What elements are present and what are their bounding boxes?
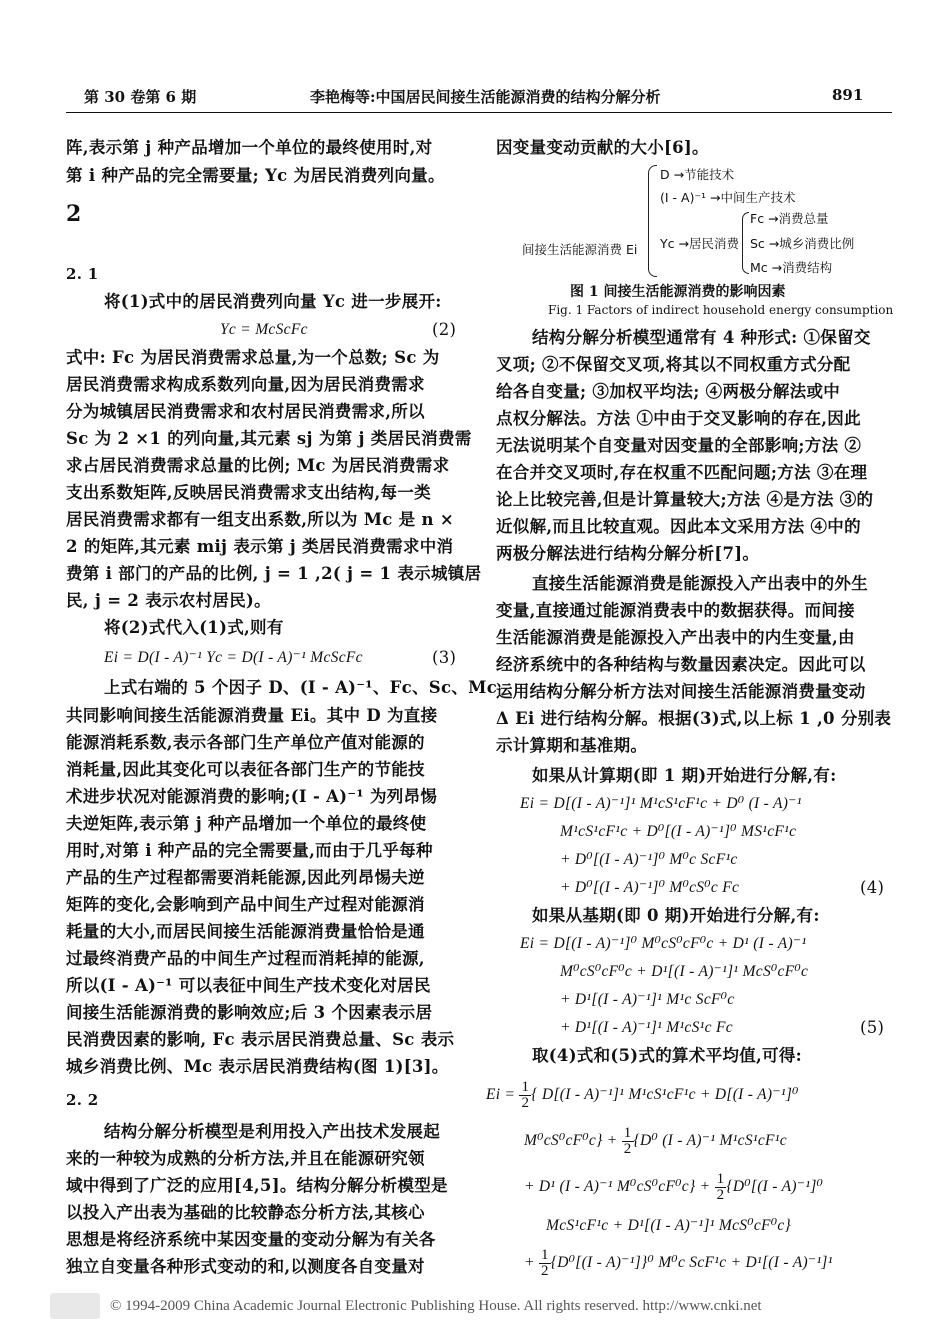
body-line: 将(1)式中的居民消费列向量 Yc 进一步展开: [104, 292, 442, 311]
body-line: 结构分解分析模型通常有 4 种形式: ①保留交 [532, 328, 871, 347]
body-line: 来的一种较为成熟的分析方法,并且在能源研究领 [66, 1149, 425, 1168]
body-line: 无法说明某个自变量对因变量的全部影响;方法 ② [496, 436, 862, 455]
body-line: 分为城镇居民消费需求和农村居民消费需求,所以 [66, 402, 425, 421]
equation-4-line: + D⁰[(I - A)⁻¹]⁰ M⁰c ScF¹c [560, 851, 738, 868]
figure-node: Fc →消费总量 [750, 211, 829, 226]
body-line: 叉项; ②不保留交叉项,将其以不同权重方式分配 [496, 355, 851, 374]
equation-5-line: Ei = D[(I - A)⁻¹]⁰ M⁰cS⁰cF⁰c + D¹ (I - A)⁻¹ [520, 935, 807, 952]
equation-4-line: Ei = D[(I - A)⁻¹]¹ M¹cS¹cF¹c + D⁰ (I - A)⁻¹ [520, 795, 802, 812]
body-line: 如果从计算期(即 1 期)开始进行分解,有: [532, 766, 837, 785]
equation-term: { D[(I - A)⁻¹]¹ M¹cS¹cF¹c + D[(I - A)⁻¹]⁰ [531, 1086, 799, 1104]
body-line: 支出系数矩阵,反映居民消费需求支出结构,每一类 [66, 483, 431, 502]
body-line: 因变量变动贡献的大小[6]。 [496, 138, 709, 157]
body-line: 点权分解法。方法 ①中由于交叉影响的存在,因此 [496, 409, 861, 428]
body-line: 变量,直接通过能源消费表中的数据获得。而间接 [496, 601, 855, 620]
body-line: 直接生活能源消费是能源投入产出表中的外生 [532, 574, 868, 593]
body-line: 产品的生产过程都需要消耗能源,因此列昂惕夫逆 [66, 868, 425, 887]
body-line: 阵,表示第 j 种产品增加一个单位的最终使用时,对 [66, 138, 433, 157]
body-line: 思想是将经济系统中某因变量的变动分解为有关各 [66, 1230, 436, 1249]
body-line: 矩阵的变化,会影响到产品中间生产过程对能源消 [66, 895, 425, 914]
body-line: Δ Ei 进行结构分解。根据(3)式,以上标 1 ,0 分别表 [496, 709, 892, 728]
equation-avg-line: McS¹cF¹c + D¹[(I - A)⁻¹]¹ McS⁰cF⁰c} [546, 1217, 792, 1234]
figure-root-node: 间接生活能源消费 Ei [522, 242, 638, 257]
section-heading: 2 [66, 201, 82, 227]
equation-avg-line [486, 1080, 799, 1111]
running-title: 李艳梅等:中国居民间接生活能源消费的结构分解分析 [310, 88, 661, 106]
header-rule [66, 112, 892, 113]
body-line: 示计算期和基准期。 [496, 736, 648, 755]
equation-3: Ei = D(I - A)⁻¹ Yc = D(I - A)⁻¹ McScFc [104, 649, 363, 666]
body-line: 民消费因素的影响, Fc 表示居民消费总量、Sc 表示 [66, 1030, 455, 1049]
body-line: 生活能源消费是能源投入产出表中的内生变量,由 [496, 628, 855, 647]
body-line: Sc 为 2 ×1 的列向量,其元素 sj 为第 j 类居民消费需 [66, 429, 472, 448]
subsection-heading: 2. 2 [66, 1091, 99, 1109]
copyright-footer: © 1994-2009 China Academic Journal Electronic Publishing House. All rights reserved. http://www.cnki.net [110, 1298, 762, 1314]
equation-4-line: + D⁰[(I - A)⁻¹]⁰ M⁰cS⁰c Fc [560, 879, 740, 896]
body-line: 域中得到了广泛的应用[4,5]。结构分解分析模型是 [66, 1176, 448, 1195]
figure-node: (I - A)⁻¹ →中间生产技术 [660, 190, 796, 205]
journal-issue: 第 30 卷第 6 期 [84, 88, 197, 106]
body-line: 居民消费需求都有一组支出系数,所以为 Mc 是 n × [66, 510, 454, 529]
figure-node: Sc →城乡消费比例 [750, 236, 855, 251]
body-line: 在合并交叉项时,存在权重不匹配问题;方法 ③在理 [496, 463, 868, 482]
equation-number: (2) [432, 320, 457, 339]
page-number: 891 [832, 86, 864, 104]
body-line: 能源消耗系数,表示各部门生产单位产值对能源的 [66, 733, 425, 752]
body-line: 求占居民消费需求总量的比例; Mc 为居民消费需求 [66, 456, 450, 475]
equation-avg-line [524, 1126, 787, 1157]
body-line: 居民消费需求构成系数列向量,因为居民消费需求 [66, 375, 425, 394]
one-half-fraction: $\frac{1}{2}$ [716, 1171, 725, 1203]
cnki-logo-icon [50, 1293, 100, 1319]
body-line: 运用结构分解分析方法对间接生活能源消费量变动 [496, 682, 866, 701]
equation-5-line: + D¹[(I - A)⁻¹]¹ M¹c ScF⁰c [560, 991, 735, 1008]
body-line: 结构分解分析模型是利用投入产出技术发展起 [104, 1122, 440, 1141]
equation-avg-line [524, 1248, 833, 1279]
body-line: 近似解,而且比较直观。因此本文采用方法 ④中的 [496, 517, 861, 536]
body-line: 给各自变量; ③加权平均法; ④两极分解法或中 [496, 382, 841, 401]
body-line: 论上比较完善,但是计算量较大;方法 ④是方法 ③的 [496, 490, 874, 509]
body-line: 费第 i 部门的产品的比例, j = 1 ,2( j = 1 表示城镇居 [66, 564, 482, 583]
body-line: 过最终消费产品的中间生产过程而消耗掉的能源, [66, 949, 425, 968]
equation-lhs: Ei = [486, 1086, 520, 1104]
equation-avg-line [524, 1172, 823, 1203]
figure-caption-en: Fig. 1 Factors of indirect household energy consumption [548, 303, 894, 317]
equation-5-line: + D¹[(I - A)⁻¹]¹ M¹cS¹c Fc [560, 1019, 733, 1036]
body-line: 术进步状况对能源消费的影响;(I - A)⁻¹ 为列昂惕 [66, 787, 438, 806]
body-line: 消耗量,因此其变化可以表征各部门生产的节能技 [66, 760, 425, 779]
body-line: 第 i 种产品的完全需要量; Yc 为居民消费列向量。 [66, 166, 445, 185]
equation-number: (5) [860, 1018, 885, 1037]
body-line: 耗量的大小,而居民间接生活能源消费量恰恰是通 [66, 922, 425, 941]
equation-number: (3) [432, 648, 457, 667]
body-line: 上式右端的 5 个因子 D、(I - A)⁻¹、Fc、Sc、Mc [104, 678, 498, 697]
figure-node: Yc →居民消费 [660, 236, 739, 251]
body-line: 民, j = 2 表示农村居民)。 [66, 591, 271, 610]
figure-node: D →节能技术 [660, 167, 735, 182]
body-line: 城乡消费比例、Mc 表示居民消费结构(图 1)[3]。 [66, 1057, 449, 1076]
body-line: 共同影响间接生活能源消费量 Ei。其中 D 为直接 [66, 706, 438, 725]
body-line: 式中: Fc 为居民消费需求总量,为一个总数; Sc 为 [66, 348, 440, 367]
subsection-heading: 2. 1 [66, 265, 99, 283]
equation-2: Yc = McScFc [220, 321, 308, 338]
equation-5-line: M⁰cS⁰cF⁰c + D¹[(I - A)⁻¹]¹ McS⁰cF⁰c [560, 963, 809, 980]
body-line: 经济系统中的各种结构与数量因素决定。因此可以 [496, 655, 866, 674]
equation-term: + D¹ (I - A)⁻¹ M⁰cS⁰cF⁰c} + [524, 1178, 715, 1196]
equation-term: M⁰cS⁰cF⁰c} + [524, 1132, 622, 1150]
figure-node: Mc →消费结构 [750, 260, 833, 275]
body-line: 所以(I - A)⁻¹ 可以表征中间生产技术变化对居民 [66, 976, 431, 995]
equation-4-line: M¹cS¹cF¹c + D⁰[(I - A)⁻¹]⁰ MS¹cF¹c [560, 823, 797, 840]
body-line: 两极分解法进行结构分解分析[7]。 [496, 544, 760, 563]
figure-caption-cn: 图 1 间接生活能源消费的影响因素 [570, 284, 786, 300]
equation-number: (4) [860, 878, 885, 897]
body-line: 独立自变量各种形式变动的和,以测度各自变量对 [66, 1257, 425, 1276]
equation-term: + [524, 1254, 539, 1272]
one-half-fraction: $\frac{1}{2}$ [521, 1079, 530, 1111]
equation-term: {D⁰ (I - A)⁻¹ M¹cS¹cF¹c [633, 1132, 787, 1150]
body-line: 如果从基期(即 0 期)开始进行分解,有: [532, 906, 820, 925]
body-line: 用时,对第 i 种产品的完全需要量,而由于几乎每种 [66, 841, 433, 860]
body-line: 2 的矩阵,其元素 mij 表示第 j 类居民消费需求中消 [66, 537, 454, 556]
one-half-fraction: $\frac{1}{2}$ [540, 1247, 549, 1279]
body-line: 夫逆矩阵,表示第 j 种产品增加一个单位的最终使 [66, 814, 427, 833]
figure-brace [742, 212, 749, 274]
figure-brace [648, 165, 657, 277]
body-line: 取(4)式和(5)式的算术平均值,可得: [532, 1046, 803, 1065]
equation-term: {D⁰[(I - A)⁻¹]}⁰ M⁰c ScF¹c + D¹[(I - A)⁻¹]¹ [550, 1254, 833, 1272]
equation-term: {D⁰[(I - A)⁻¹]⁰ [726, 1178, 824, 1196]
one-half-fraction: $\frac{1}{2}$ [623, 1125, 632, 1157]
body-line: 将(2)式代入(1)式,则有 [104, 618, 284, 637]
body-line: 以投入产出表为基础的比较静态分析方法,其核心 [66, 1203, 425, 1222]
body-line: 间接生活能源消费的影响效应;后 3 个因素表示居 [66, 1003, 433, 1022]
